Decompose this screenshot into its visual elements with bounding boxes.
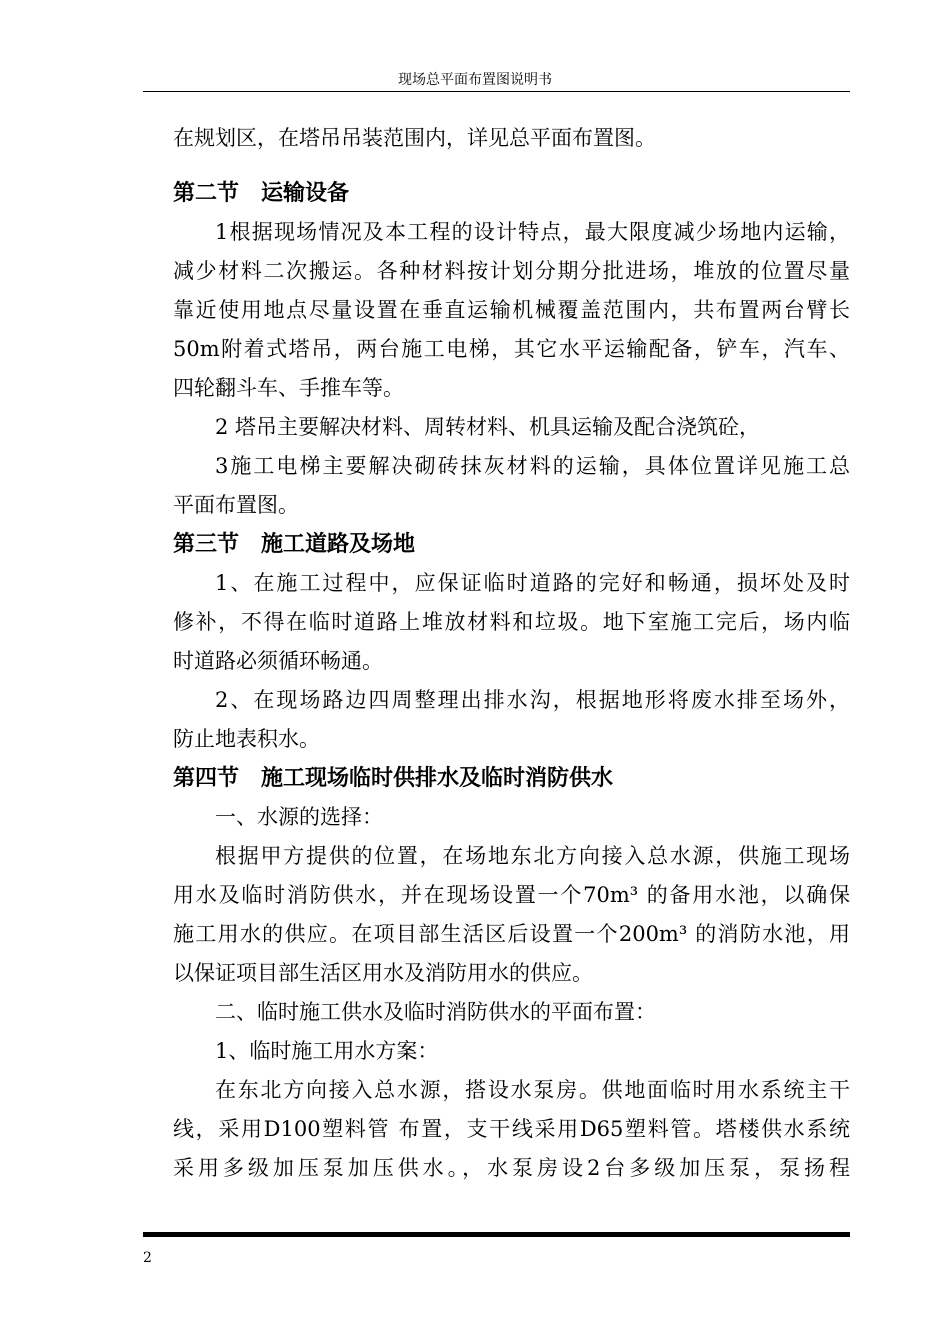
section-3-heading: 第三节 施工道路及场地 <box>173 532 416 557</box>
paragraph-line: 1根据现场情况及本工程的设计特点，最大限度减少场地内运输， <box>215 220 850 244</box>
paragraph-line: 在东北方向接入总水源，搭设水泵房。供地面临时用水系统主干 <box>215 1078 850 1102</box>
header-divider <box>143 91 850 92</box>
paragraph-line: 四轮翻斗车、手推车等。 <box>173 376 404 400</box>
subheading-line: 1、临时施工用水方案： <box>215 1039 439 1063</box>
intro-line: 在规划区，在塔吊吊装范围内，详见总平面布置图。 <box>173 126 656 150</box>
paragraph-line: 3施工电梯主要解决砌砖抹灰材料的运输，具体位置详见施工总 <box>215 454 850 478</box>
subheading-line: 二、临时施工供水及临时消防供水的平面布置： <box>215 1000 656 1024</box>
paragraph-line: 以保证项目部生活区用水及消防用水的供应。 <box>173 961 593 985</box>
subheading-line: 一、水源的选择： <box>215 805 383 829</box>
paragraph-line: 用水及临时消防供水，并在现场设置一个70m³ 的备用水池，以确保 <box>173 883 850 907</box>
document-body <box>173 119 850 1188</box>
paragraph-line: 时道路必须循环畅通。 <box>173 649 383 673</box>
page-header-title: 现场总平面布置图说明书 <box>398 72 552 88</box>
paragraph-line: 靠近使用地点尽量设置在垂直运输机械覆盖范围内，共布置两台臂长 <box>173 298 850 322</box>
paragraph-line: 修补，不得在临时道路上堆放材料和垃圾。地下室施工完后，场内临 <box>173 610 850 634</box>
paragraph-line: 2 塔吊主要解决材料、周转材料、机具运输及配合浇筑砼， <box>215 415 761 439</box>
paragraph-line: 防止地表积水。 <box>173 727 320 751</box>
page-number: 2 <box>143 1250 152 1266</box>
paragraph-line: 采用多级加压泵加压供水。，水泵房设2台多级加压泵，泵扬程 <box>173 1156 850 1180</box>
paragraph-line: 2、在现场路边四周整理出排水沟，根据地形将废水排至场外， <box>215 688 850 712</box>
paragraph-line: 减少材料二次搬运。各种材料按计划分期分批进场，堆放的位置尽量 <box>173 259 850 283</box>
paragraph-line: 线，采用D100塑料管 布置，支干线采用D65塑料管。塔楼供水系统 <box>173 1117 850 1141</box>
paragraph-line: 1、在施工过程中，应保证临时道路的完好和畅通，损坏处及时 <box>215 571 850 595</box>
paragraph-line: 50m附着式塔吊，两台施工电梯，其它水平运输配备，铲车，汽车、 <box>173 337 850 361</box>
paragraph-line: 平面布置图。 <box>173 493 299 517</box>
paragraph-line: 根据甲方提供的位置，在场地东北方向接入总水源，供施工现场 <box>215 844 850 868</box>
spacer <box>173 158 850 174</box>
section-2-heading: 第二节 运输设备 <box>173 181 350 206</box>
footer-divider <box>143 1232 850 1237</box>
section-4-heading: 第四节 施工现场临时供排水及临时消防供水 <box>173 766 614 791</box>
paragraph-line: 施工用水的供应。在项目部生活区后设置一个200m³ 的消防水池，用 <box>173 922 850 946</box>
